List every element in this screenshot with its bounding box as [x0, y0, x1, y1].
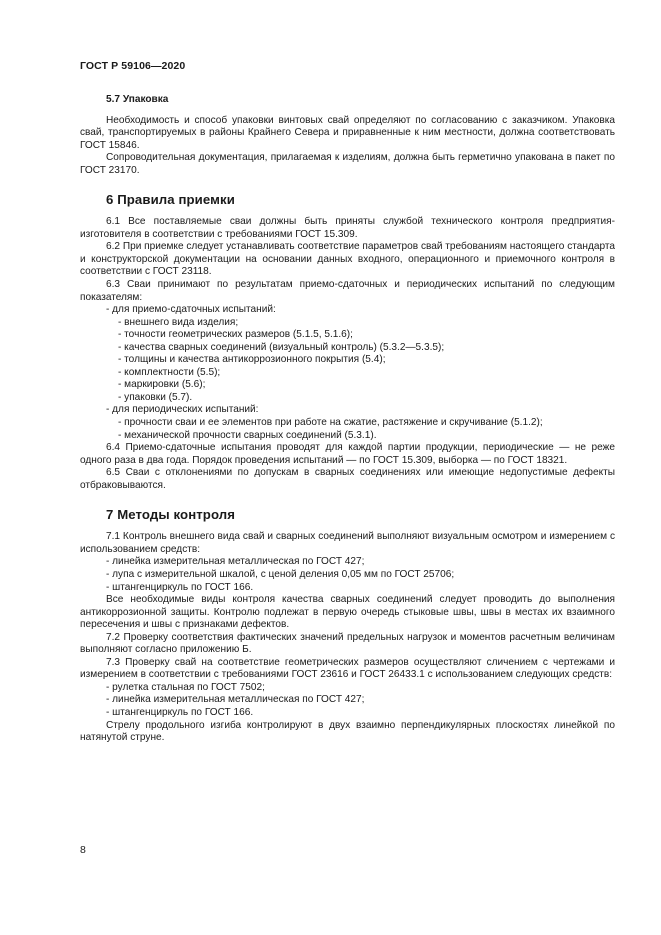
list-item: - линейка измерительная металлическая по ГОСТ 427; — [106, 556, 365, 568]
page-number: 8 — [80, 844, 86, 856]
list-item: - рулетка стальная по ГОСТ 7502; — [106, 681, 265, 693]
list-item: - точности геометрических размеров (5.1.5, 5.1.6); — [118, 329, 353, 341]
paragraph-7-3: 7.3 Проверку свай на соответствие геометрических размеров осуществляют сличением с чертежами и измерением в соответствии с требованиями ГОСТ 23616 и ГОСТ 26433.1 с использованием следующих средств: — [80, 656, 615, 681]
page-content — [80, 94, 615, 745]
paragraph-6-2: 6.2 При приемке следует устанавливать соответствие параметров свай требованиям настоящего стандарта и конструкторской документации на основании данных входного, операционного и приемочного контроля в соответствии с ГОСТ 23118. — [80, 241, 615, 278]
list-item: - комплектности (5.5); — [118, 366, 221, 378]
list-item: - штангенциркуль по ГОСТ 166. — [106, 706, 254, 718]
paragraph-7-3-b: Стрелу продольного изгиба контролируют в двух взаимно перпендикулярных плоскостях линейкой по натянутой струне. — [80, 719, 615, 744]
paragraph-6-5: 6.5 Сваи с отклонениями по допускам в сварных соединениях или имеющие недопустимые дефекты отбраковываются. — [80, 467, 615, 491]
list-title-periodic: - для периодических испытаний: — [106, 404, 259, 416]
list-title-acceptance: - для приемо-сдаточных испытаний: — [106, 304, 276, 316]
list-item: - линейка измерительная металлическая по ГОСТ 427; — [106, 694, 365, 706]
paragraph-7-2: 7.2 Проверку соответствия фактических значений предельных нагрузок и моментов расчетным величинам выполняют согласно приложению Б. — [80, 631, 615, 656]
paragraph-7-1-b: Все необходимые виды контроля качества сварных соединений следует проводить до выполнения антикоррозионной защиты. Контролю подлежат в первую очередь стыковые швы, швы в местах их взаимного пересечения и швы с признаками дефектов. — [80, 594, 615, 631]
list-item: - лупа с измерительной шкалой, с ценой деления 0,05 мм по ГОСТ 25706; — [106, 568, 455, 580]
list-item: - механической прочности сварных соединений (5.3.1). — [118, 429, 377, 441]
subsection-title-5-7: 5.7 Упаковка — [106, 94, 169, 105]
paragraph-7-1: 7.1 Контроль внешнего вида свай и сварных соединений выполняют визуальным осмотром и измерением с использованием средств: — [80, 531, 615, 555]
paragraph-6-3: 6.3 Сваи принимают по результатам приемо-сдаточных и периодических испытаний по следующим показателям: — [80, 279, 615, 303]
list-item: - толщины и качества антикоррозионного покрытия (5.4); — [118, 354, 386, 366]
section-title-7: 7 Методы контроля — [106, 507, 236, 523]
document-code: ГОСТ Р 59106—2020 — [80, 60, 186, 72]
section-title-6: 6 Правила приемки — [106, 192, 235, 208]
paragraph-5-7-b: Сопроводительная документация, прилагаемая к изделиям, должна быть герметично упакована в пакет по ГОСТ 23170. — [80, 152, 615, 176]
list-item: - упаковки (5.7). — [118, 391, 193, 403]
paragraph-6-4: 6.4 Приемо-сдаточные испытания проводят для каждой партии продукции, периодические — не реже одного раза в два года. Порядок проведения испытаний — по ГОСТ 15.309, выборка — по ГОСТ 18321. — [80, 442, 615, 466]
list-item: - штангенциркуль по ГОСТ 166. — [106, 581, 254, 593]
list-item: - качества сварных соединений (визуальный контроль) (5.3.2—5.3.5); — [118, 341, 445, 353]
paragraph-6-1: 6.1 Все поставляемые сваи должны быть приняты службой технического контроля предприятия-изготовителя в соответствии с требованиями ГОСТ 15.309. — [80, 216, 615, 240]
paragraph-5-7-a: Необходимость и способ упаковки винтовых свай определяют по согласованию с заказчиком. Упаковка свай, транспортируемых в районы Крайнего Севера и приравненные к ним местности, должна соответствовать ГОСТ 15846. — [80, 114, 615, 151]
list-item: - внешнего вида изделия; — [118, 316, 239, 328]
list-item: - маркировки (5.6); — [118, 379, 206, 391]
list-item: - прочности сваи и ее элементов при работе на сжатие, растяжение и скручивание (5.1.2); — [118, 417, 543, 429]
